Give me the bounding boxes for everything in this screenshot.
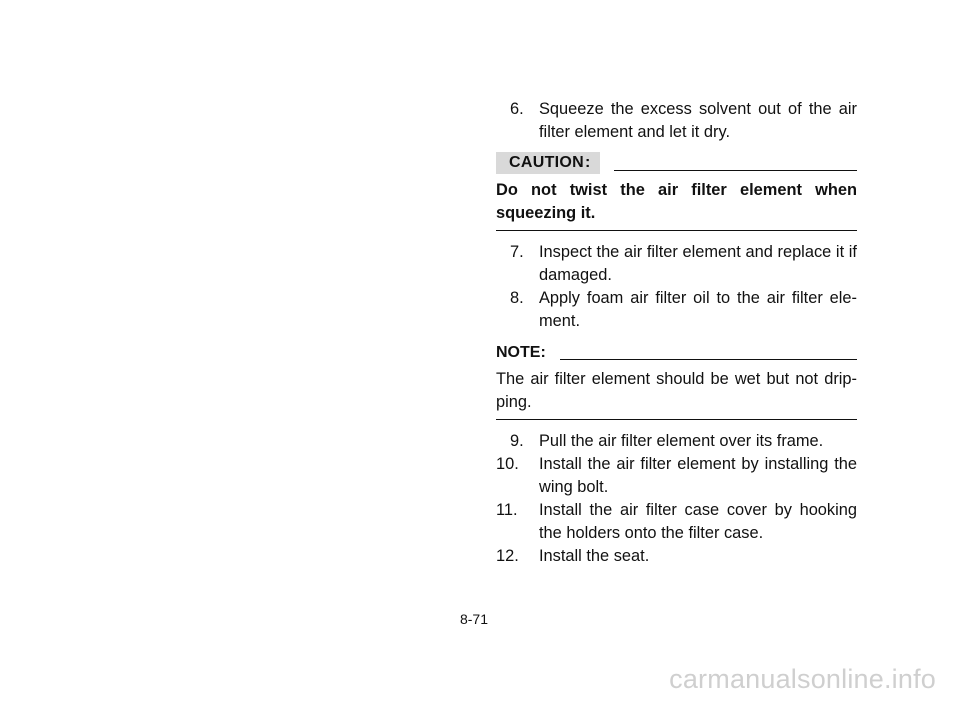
text-column — [496, 98, 857, 568]
step-number: 7. — [510, 243, 524, 261]
page-number: 8-71 — [459, 611, 489, 627]
step-text: Install the seat. — [539, 547, 650, 565]
step-text: Install the air filter element by installing the wing bolt. — [539, 455, 857, 496]
caution-label: CAUTION: — [496, 152, 600, 174]
step-item — [496, 545, 857, 568]
step-number: 6. — [510, 100, 524, 118]
note-label: NOTE: — [496, 343, 546, 361]
step-item — [496, 241, 857, 287]
step-number: 11. — [496, 501, 518, 519]
step-text: Inspect the air filter element and replace it if damaged. — [539, 243, 857, 284]
step-item — [496, 453, 857, 499]
note-header — [496, 341, 857, 363]
note-rule — [560, 359, 857, 360]
note-text: The air filter element should be wet but not drip-ping. — [496, 370, 857, 411]
step-item — [496, 287, 857, 333]
step-text: Pull the air filter element over its frame. — [539, 432, 824, 450]
step-item — [496, 430, 857, 453]
step-item — [496, 499, 857, 545]
step-number: 12. — [496, 547, 519, 565]
step-item — [496, 98, 857, 144]
step-text: Apply foam air filter oil to the air filter ele-ment. — [539, 289, 857, 330]
step-text: Install the air filter case cover by hooking the holders onto the filter case. — [539, 501, 857, 542]
step-number: 8. — [510, 289, 524, 307]
caution-text: Do not twist the air filter element when squeezing it. — [496, 181, 857, 222]
watermark-text[interactable]: carmanualsonline.info — [669, 664, 936, 694]
step-text: Squeeze the excess solvent out of the air filter element and let it dry. — [539, 100, 857, 141]
step-number: 10. — [496, 455, 519, 473]
step-number: 9. — [510, 432, 524, 450]
caution-rule — [614, 170, 857, 171]
caution-header — [496, 152, 857, 174]
